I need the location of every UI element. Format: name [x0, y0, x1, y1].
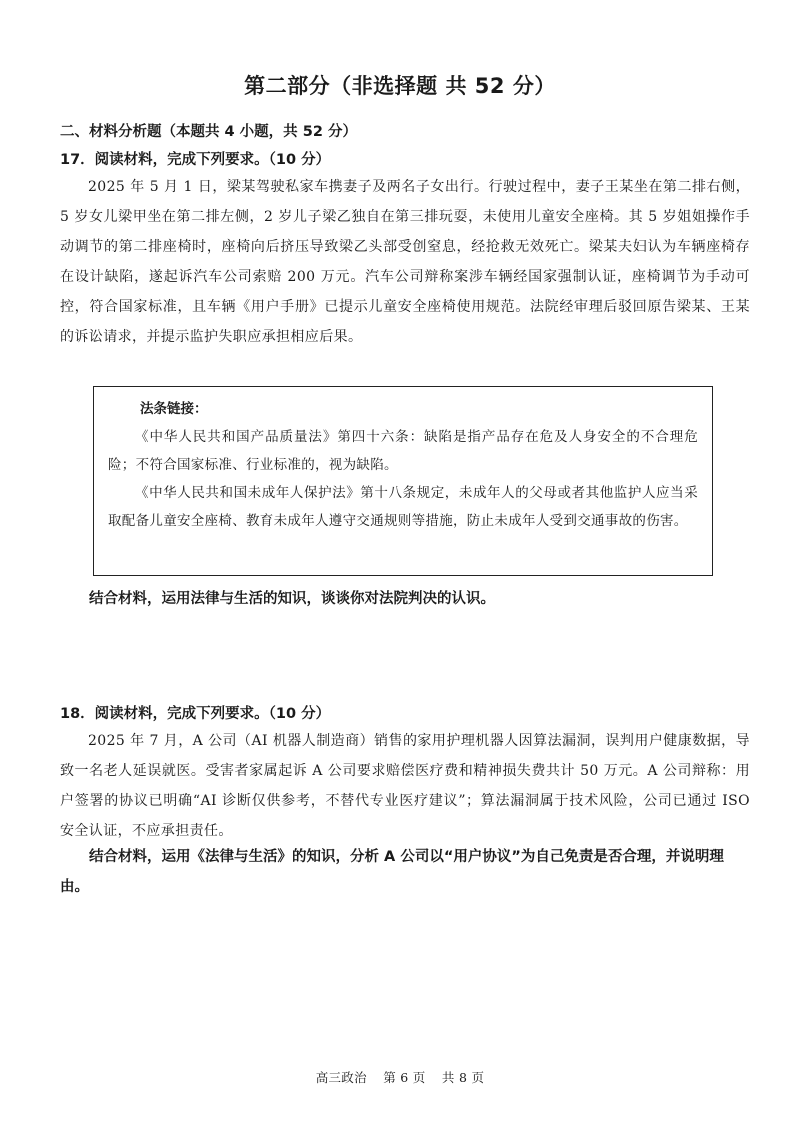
page-title: 第二部分（非选择题 共 52 分） — [244, 74, 556, 98]
footer-subject: 高三政治 — [315, 1070, 367, 1085]
question-17-material: 2025 年 5 月 1 日，梁某驾驶私家车携妻子及两名子女出行。行驶过程中，妻子王某坐在第二排右侧，5 岁女儿梁甲坐在第二排左侧，2 岁儿子梁乙独自在第三排玩耍，未使用儿童安全座椅。其 5 岁姐姐操作手动调节的第二排座椅时，座椅向后挤压导致梁乙头部受创窒息，经抢救无效死亡。梁某夫妇认为车辆座椅存在设计缺陷，遂起诉汽车公司索赔 200 万元。汽车公司辩称案涉车辆经国家强制认证，座椅调节为手动可控，符合国家标准，且车辆《用户手册》已提示儿童安全座椅使用规范。法院经审理后驳回原告梁某、王某的诉讼请求，并提示监护失职应承担相应后果。 — [60, 179, 750, 345]
footer-total-pages: 共 8 页 — [441, 1070, 485, 1085]
law-link-box — [93, 386, 713, 576]
footer-page-number: 第 6 页 — [383, 1070, 426, 1085]
law-product-quality: 《中华人民共和国产品质量法》第四十六条：缺陷是指产品存在危及人身安全的不合理危险；不符合国家标准、行业标准的，视为缺陷。 — [108, 429, 698, 473]
page-footer — [0, 1068, 800, 1086]
law-minor-protection: 《中华人民共和国未成年人保护法》第十八条规定，未成年人的父母或者其他监护人应当采取配备儿童安全座椅、教育未成年人遵守交通规则等措施，防止未成年人受到交通事故的伤害。 — [108, 485, 698, 529]
law-box-title: 法条链接： — [140, 401, 208, 417]
question-18-material: 2025 年 7 月，A 公司（AI 机器人制造商）销售的家用护理机器人因算法漏洞，误判用户健康数据，导致一名老人延误就医。受害者家属起诉 A 公司要求赔偿医疗费和精神损失费共计 50 万元。A 公司辩称：用户签署的协议已明确“AI 诊断仅供参考，不替代专业医疗建议”；算法漏洞属于技术风险，公司已通过 ISO 安全认证，不应承担责任。 — [60, 733, 750, 839]
question-17-heading: 17．阅读材料，完成下列要求。（10 分） — [60, 152, 331, 168]
question-17-task: 结合材料，运用法律与生活的知识，谈谈你对法院判决的认识。 — [89, 591, 495, 607]
question-18-heading: 18．阅读材料，完成下列要求。（10 分） — [60, 706, 331, 722]
question-18-task: 结合材料，运用《法律与生活》的知识，分析 A 公司以“用户协议”为自己免责是否合理，并说明理由。 — [60, 849, 724, 895]
section-heading: 二、材料分析题（本题共 4 小题，共 52 分） — [60, 124, 357, 140]
